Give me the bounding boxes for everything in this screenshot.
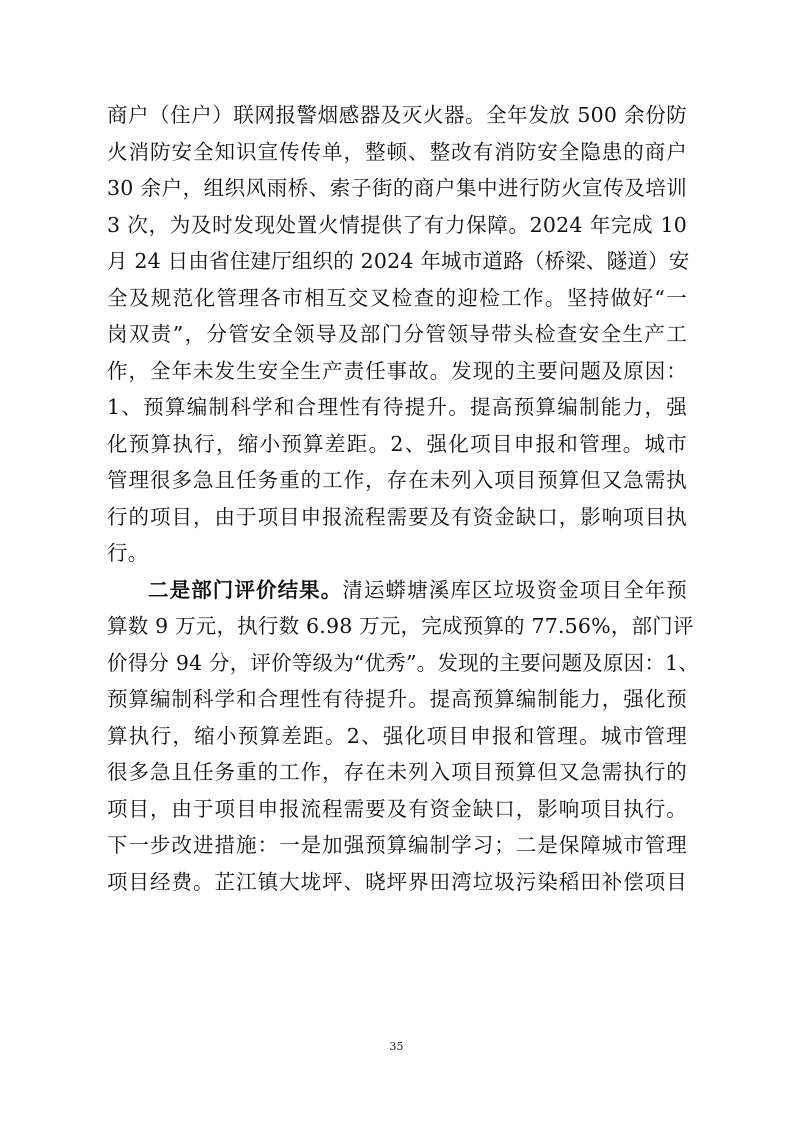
text-line: 1、预算编制科学和合理性有待提升。提高预算编制能力，强	[107, 395, 687, 419]
text-line: 行。	[107, 541, 149, 565]
text-line: 化预算执行，缩小预算差距。2、强化项目申报和管理。城市	[107, 431, 687, 456]
paragraph-fire-safety	[107, 97, 690, 572]
text-line: 30 余户，组织风雨桥、索子街的商户集中进行防火宣传及培训	[107, 176, 687, 200]
text-line: 管理很多急且任务重的工作，存在未列入项目预算但又急需执	[107, 468, 687, 492]
text-line: 预算编制科学和合理性有待提升。提高预算编制能力，强化预	[107, 687, 687, 711]
text-line: 算执行，缩小预算差距。2、强化项目申报和管理。城市管理	[107, 723, 687, 748]
text-line: 商户（住户）联网报警烟感器及灭火器。全年发放 500 余份防	[107, 103, 687, 127]
text-line: 下一步改进措施：一是加强预算编制学习；二是保障城市管理	[107, 833, 687, 857]
text-line: 火消防安全知识宣传传单，整顿、整改有消防安全隐患的商户	[107, 139, 687, 164]
page-number: 35	[389, 1040, 404, 1053]
text-line: 行的项目，由于项目申报流程需要及有资金缺口，影响项目执	[107, 504, 687, 529]
text-line: 作，全年未发生安全生产责任事故。发现的主要问题及原因：	[107, 358, 687, 383]
paragraph-evaluation-results	[107, 572, 700, 901]
body-text	[107, 97, 700, 900]
text-line: 项目经费。芷江镇大垅坪、晓坪界田湾垃圾污染稻田补偿项目	[107, 869, 687, 894]
text-run: 清运蟒塘溪库区垃圾资金项目全年预	[342, 577, 687, 602]
text-line: 价得分 94 分，评价等级为“优秀”。发现的主要问题及原因：1、	[107, 650, 700, 675]
text-line: 很多急且任务重的工作，存在未列入项目预算但又急需执行的	[107, 760, 687, 784]
paragraph-first-line	[107, 572, 687, 609]
text-line: 算数 9 万元，执行数 6.98 万元，完成预算的 77.56%，部门评	[107, 614, 694, 638]
section-heading: 二是部门评价结果。	[148, 577, 343, 602]
text-line: 月 24 日由省住建厅组织的 2024 年城市道路（桥梁、隧道）安	[107, 249, 690, 273]
text-line: 3 次，为及时发现处置火情提供了有力保障。2024 年完成 10	[107, 212, 687, 237]
text-line: 全及规范化管理各市相互交叉检查的迎检工作。坚持做好“一	[107, 285, 687, 310]
text-line: 岗双责”，分管安全领导及部门分管领导带头检查安全生产工	[107, 322, 687, 346]
text-line: 项目，由于项目申报流程需要及有资金缺口，影响项目执行。	[107, 796, 687, 821]
